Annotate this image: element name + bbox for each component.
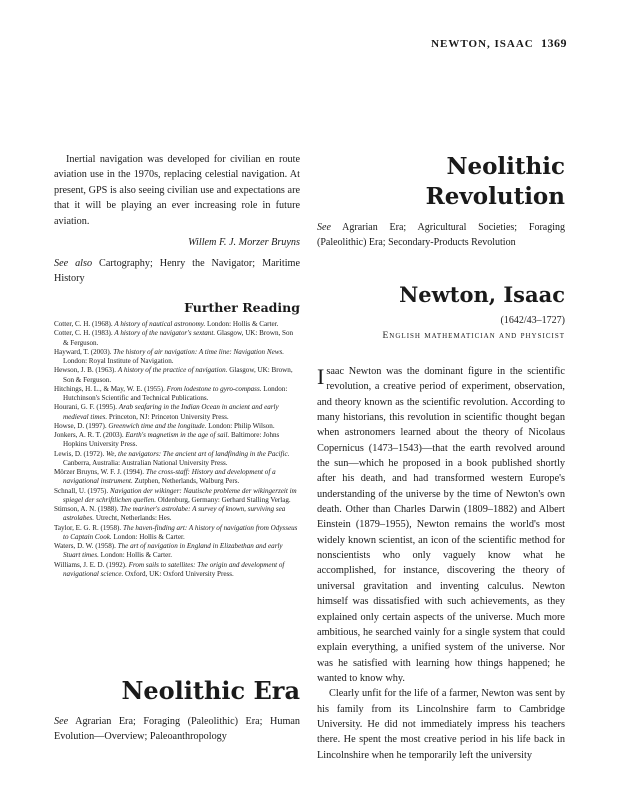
neolithic-era-see-text: Agrarian Era; Foraging (Paleolithic) Era; Human Evolution—Overview; Paleoanthropology bbox=[54, 716, 300, 743]
bibliography-entry bbox=[54, 366, 300, 385]
bibliography-list bbox=[54, 320, 300, 579]
bib-title: Earth's magnetism in the age of sail. bbox=[125, 431, 230, 439]
bibliography-entry bbox=[54, 468, 300, 487]
bibliography-entry bbox=[54, 320, 300, 329]
bibliography-entry bbox=[54, 431, 300, 450]
bib-author-year: Cotter, C. H. (1983). bbox=[54, 329, 115, 338]
bib-title: The mariner's astrolabe: A survey of known, surviving sea astrolabes. bbox=[63, 505, 286, 523]
bib-publisher: Zutphen, Netherlands, Walburg Pers. bbox=[132, 477, 240, 486]
bibliography-entry bbox=[54, 385, 300, 404]
bib-author-year: Hitchings, H. L., & May, W. E. (1955). bbox=[54, 384, 167, 393]
neolithic-era-see-label: See bbox=[54, 716, 69, 727]
bib-title: Greenwich time and the longitude. bbox=[108, 421, 207, 430]
see-also-label: See also bbox=[54, 258, 93, 270]
bib-publisher: Canberra, Australia: Australian National University Press. bbox=[63, 458, 228, 467]
newton-dates: (1642/43–1727) bbox=[500, 315, 565, 326]
bib-author-year: Hewson, J. B. (1963). bbox=[54, 366, 118, 375]
neolithic-revolution-see bbox=[317, 220, 565, 250]
neolithic-revolution-title bbox=[317, 152, 565, 212]
bib-author-year: Williams, J. E. D. (1992). bbox=[54, 560, 129, 569]
newton-title: Newton, Isaac bbox=[399, 282, 565, 307]
neolithic-era-title: Neolithic Era bbox=[121, 676, 300, 705]
bib-title: Arab seafaring in the Indian Ocean in ancient and early medieval times. bbox=[63, 403, 279, 421]
newton-article-body bbox=[317, 364, 565, 763]
bibliography-entry bbox=[54, 403, 300, 422]
running-title: NEWTON, ISAAC bbox=[431, 38, 534, 50]
bib-title: The art of navigation in England in Elizabethan and early Stuart times. bbox=[63, 542, 283, 560]
newton-paragraph-2: Clearly unfit for the life of a farmer, Newton was sent by his family from its Lincolnshire farm to Cambridge University. He did not immediately impress his teachers there. He spent the most creative period in his life back in Lincolnshire when he temporarily left the university bbox=[317, 688, 565, 761]
bib-author-year: Taylor, E. G. R. (1958). bbox=[54, 523, 123, 532]
bib-author-year: Jonkers, A. R. T. (2003). bbox=[54, 431, 126, 439]
running-header bbox=[431, 36, 567, 51]
neolithic-revolution-see-text: Agrarian Era; Agricultural Societies; Foraging (Paleolithic) Era; Secondary-Products Revolution bbox=[317, 222, 565, 248]
neolithic-era-see bbox=[54, 714, 300, 745]
bib-publisher: London: Hollis & Carter. bbox=[205, 320, 279, 328]
bibliography-entry bbox=[54, 329, 300, 348]
bib-author-year: Hourani, G. F. (1995). bbox=[54, 403, 119, 412]
bib-author-year: Stimson, A. N. (1988). bbox=[54, 505, 121, 513]
bib-title: From sails to satellites: The origin and development of navigational science. bbox=[63, 560, 285, 578]
bib-author-year: Waters, D. W. (1958). bbox=[54, 542, 118, 550]
bib-publisher: Princeton, NJ: Princeton University Press. bbox=[107, 412, 229, 421]
bib-publisher: Oxford, UK: Oxford University Press. bbox=[123, 569, 234, 578]
bib-publisher: Utrecht, Netherlands: Hes. bbox=[94, 514, 172, 523]
left-column bbox=[54, 152, 300, 578]
bib-publisher: London: Royal Institute of Navigation. bbox=[63, 357, 174, 365]
newton-role: English mathematician and physicist bbox=[382, 331, 565, 341]
see-also bbox=[54, 256, 300, 287]
neolithic-revolution-title-line1: Neolithic bbox=[446, 153, 565, 180]
bib-title: A history of the navigator's sextant. bbox=[114, 329, 216, 338]
bib-publisher: Glasgow, UK: Brown, Son & Ferguson. bbox=[63, 329, 294, 347]
neolithic-revolution-see-label: See bbox=[317, 222, 331, 233]
bib-author-year: Schnall, U. (1975). bbox=[54, 486, 110, 495]
bib-title: The haven-finding art: A history of navigation from Odysseus to Captain Cook. bbox=[63, 523, 298, 541]
bib-author-year: Cotter, C. H. (1968). bbox=[54, 320, 115, 328]
aviation-paragraph: Inertial navigation was developed for civilian en route aviation use in the 1970s, replacing celestial navigation. At present, GPS is also seeing civilian use and expectations are that it will be playing an ever increasing role in future aviation. bbox=[54, 154, 300, 227]
further-reading-heading: Further Reading bbox=[184, 300, 300, 315]
see-also-text: Cartography; Henry the Navigator; Maritime History bbox=[54, 258, 300, 285]
bibliography-entry bbox=[54, 348, 300, 367]
bibliography-entry bbox=[54, 542, 300, 561]
bib-title: From lodestone to gyro-compass. bbox=[166, 384, 262, 393]
bib-publisher: London: Hollis & Carter. bbox=[111, 532, 185, 541]
bib-publisher: Glasgow, UK: Brown, Son & Ferguson. bbox=[63, 366, 293, 384]
bib-author-year: Hayward, T. (2003). bbox=[54, 347, 114, 356]
newton-paragraph-1 bbox=[317, 364, 565, 686]
bib-author-year: Mörzer Bruyns, W. F. J. (1994). bbox=[54, 468, 146, 476]
bib-title: The cross-staff: History and development of a navigational instrument. bbox=[63, 468, 276, 486]
bibliography-entry bbox=[54, 422, 300, 431]
bib-author-year: Lewis, D. (1972). bbox=[54, 449, 107, 458]
bibliography-entry bbox=[54, 450, 300, 469]
bib-title: The history of air navigation: A time line: Navigation News. bbox=[113, 347, 285, 356]
neolithic-revolution-title-line2: Revolution bbox=[425, 183, 565, 210]
bib-publisher: London: Philip Wilson. bbox=[206, 421, 275, 430]
bib-author-year: Howse, D. (1997). bbox=[54, 421, 109, 430]
drop-cap: I bbox=[317, 364, 325, 389]
bib-title: Navigation der wikinger: Nautische probleme der wikingerzeit im spiegel der schriftlichen quellen. bbox=[63, 486, 297, 504]
bib-title: A history of the practice of navigation. bbox=[117, 366, 228, 375]
bibliography-entry bbox=[54, 561, 300, 580]
page-number: 1369 bbox=[541, 36, 567, 50]
bib-title: A history of nautical astronomy. bbox=[114, 320, 206, 328]
bib-publisher: Oldenburg, Germany: Gerhard Stalling Verlag. bbox=[155, 495, 291, 504]
bib-title: We, the navigators: The ancient art of landfinding in the Pacific. bbox=[106, 449, 290, 458]
right-column bbox=[317, 152, 565, 761]
article-author: Willem F. J. Morzer Bruyns bbox=[188, 237, 300, 249]
bibliography-entry bbox=[54, 505, 300, 524]
bibliography-entry bbox=[54, 487, 300, 506]
bib-publisher: London: Hollis & Carter. bbox=[98, 551, 172, 560]
bib-publisher: Baltimore: Johns Hopkins University Press. bbox=[63, 431, 280, 449]
bib-publisher: London: Hutchinson's Scientific and Technical Publications. bbox=[63, 384, 288, 402]
newton-paragraph-1-text: saac Newton was the dominant figure in the scientific revolution, a creative period of experiment, observation, and theory known as the scientific revolution. According to many historians, this revolution in scientific thought began when astronomers learned about the theory of Nicolaus Copernicus (1473–1543)—that the earth revolved around the sun—which he proposed in a book published shortly after his death, and had transformed western Europe's understanding of the universe by the time of Newton's own death. Other than Charles Darwin (1809–1882) and Albert Einstein (1879–1955), Newton remains the world's most widely known scientist, an icon of the scientific method for nonscientists who only vaguely know what he accomplished, for instance, discovering the theory of universal gravitation and inventing calculus. Newton himself was dissatisfied with such achievements, as they explained only certain aspects of the universe. Much more ambitious, he searched vainly for a single system that could explain everything, a unified system of the universe. Nor was he satisfied with learning how things happened; he wanted to know why. bbox=[317, 366, 565, 684]
bibliography-entry bbox=[54, 524, 300, 543]
